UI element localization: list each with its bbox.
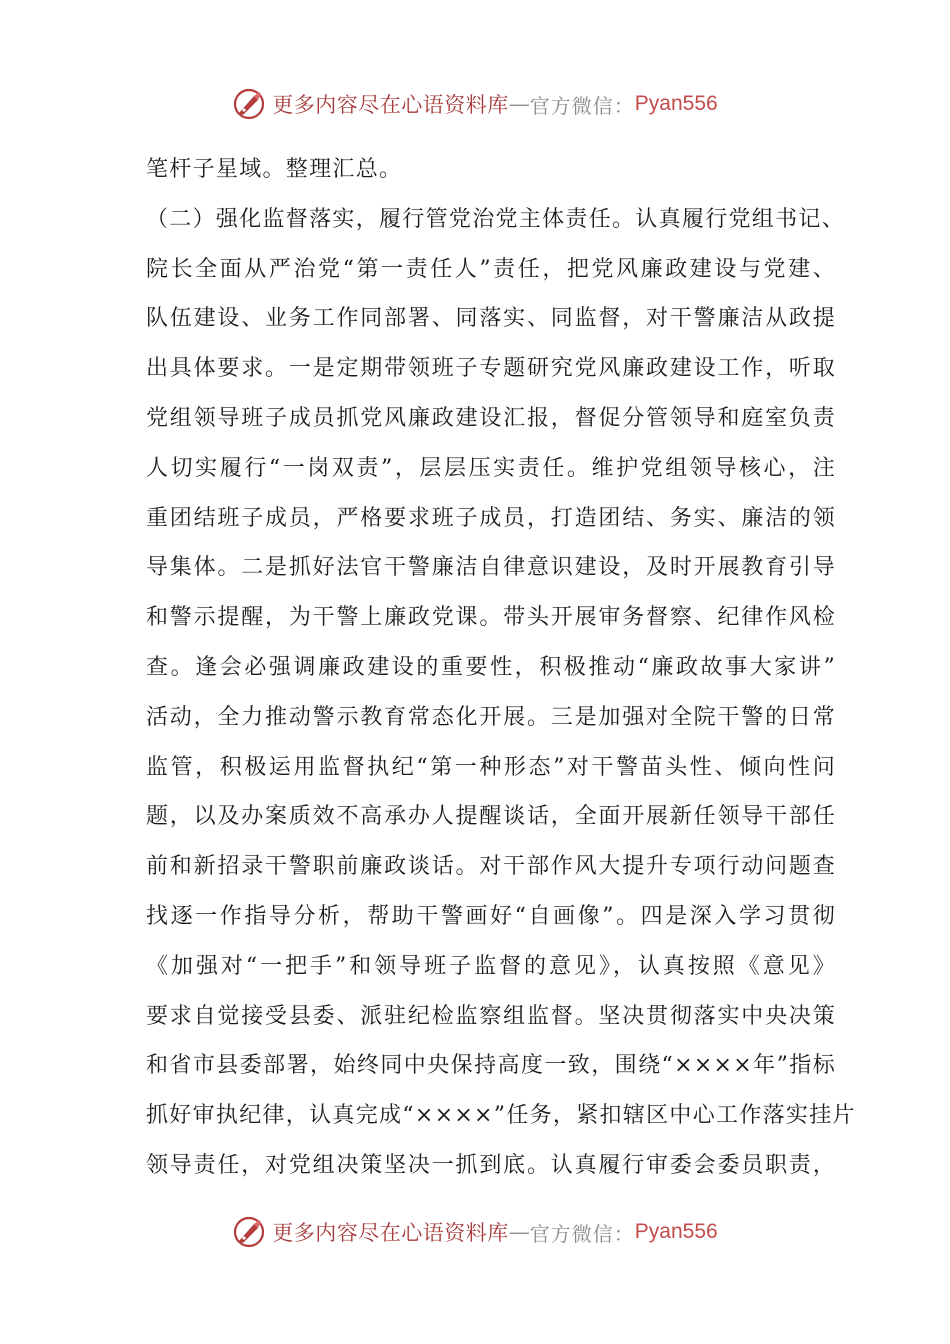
banner-text: 更多内容尽在心语资料库: [272, 93, 509, 117]
body-line: 题，以及办案质效不高承办人提醒谈话，全面开展新任领导干部任: [146, 804, 836, 830]
banner-wechat-id: Pyan556: [634, 92, 718, 115]
body-line: 要求自觉接受县委、派驻纪检监察组监督。坚决贯彻落实中央决策: [146, 1003, 836, 1029]
body-line: 党组领导班子成员抓党风廉政建设汇报，督促分管领导和庭室负责: [146, 405, 836, 431]
body-line: 笔杆子星域。整理汇总。: [146, 157, 403, 182]
document-body: [146, 145, 856, 1191]
footer-watermark-banner: [0, 1212, 950, 1252]
banner-wechat-label: 官方微信：: [529, 93, 635, 118]
header-watermark-banner: [0, 84, 950, 124]
body-line: 活动，全力推动警示教育常态化开展。三是加强对全院干警的日常: [146, 704, 836, 730]
body-line: 和省市县委部署，始终同中央保持高度一致，围绕“××××年”指标: [146, 1053, 836, 1079]
body-line: （二）强化监督落实，履行管党治党主体责任。认真履行党组书记、: [146, 206, 846, 232]
body-line: 抓好审执纪律，认真完成“××××”任务，紧扣辖区中心工作落实挂片: [146, 1103, 856, 1129]
body-line: 查。逢会必强调廉政建设的重要性，积极推动“廉政故事大家讲”: [146, 654, 836, 680]
body-line: 院长全面从严治党“第一责任人”责任，把党风廉政建设与党建、: [146, 256, 836, 282]
body-line: 《加强对“一把手”和领导班子监督的意见》，认真按照《意见》: [146, 953, 836, 979]
body-line: 出具体要求。一是定期带领班子专题研究党风廉政建设工作，听取: [146, 356, 836, 382]
pen-nib-circle-icon: [232, 87, 266, 121]
banner-wechat-label: 官方微信：: [529, 1221, 635, 1246]
body-line: 人切实履行“一岗双责”，层层压实责任。维护党组领导核心，注: [146, 455, 836, 481]
body-line: 找逐一作指导分析，帮助干警画好“自画像”。四是深入学习贯彻: [146, 903, 836, 929]
pen-nib-circle-icon: [232, 1215, 266, 1249]
banner-text: 更多内容尽在心语资料库: [272, 1221, 509, 1245]
banner-separator: —: [508, 1220, 530, 1244]
body-line: 队伍建设、业务工作同部署、同落实、同监督，对干警廉洁从政提: [146, 306, 836, 332]
body-line: 重团结班子成员，严格要求班子成员，打造团结、务实、廉洁的领: [146, 505, 836, 531]
body-line: 前和新招录干警职前廉政谈话。对干部作风大提升专项行动问题查: [146, 854, 836, 880]
body-line: 导集体。二是抓好法官干警廉洁自律意识建设，及时开展教育引导: [146, 555, 836, 581]
body-line: 领导责任，对党组决策坚决一抓到底。认真履行审委会委员职责，: [146, 1152, 836, 1178]
body-line: 和警示提醒，为干警上廉政党课。带头开展审务督察、纪律作风检: [146, 605, 836, 631]
banner-separator: —: [508, 92, 530, 116]
body-line: 监管，积极运用监督执纪“第一种形态”对干警苗头性、倾向性问: [146, 754, 836, 780]
banner-wechat-id: Pyan556: [634, 1220, 718, 1243]
